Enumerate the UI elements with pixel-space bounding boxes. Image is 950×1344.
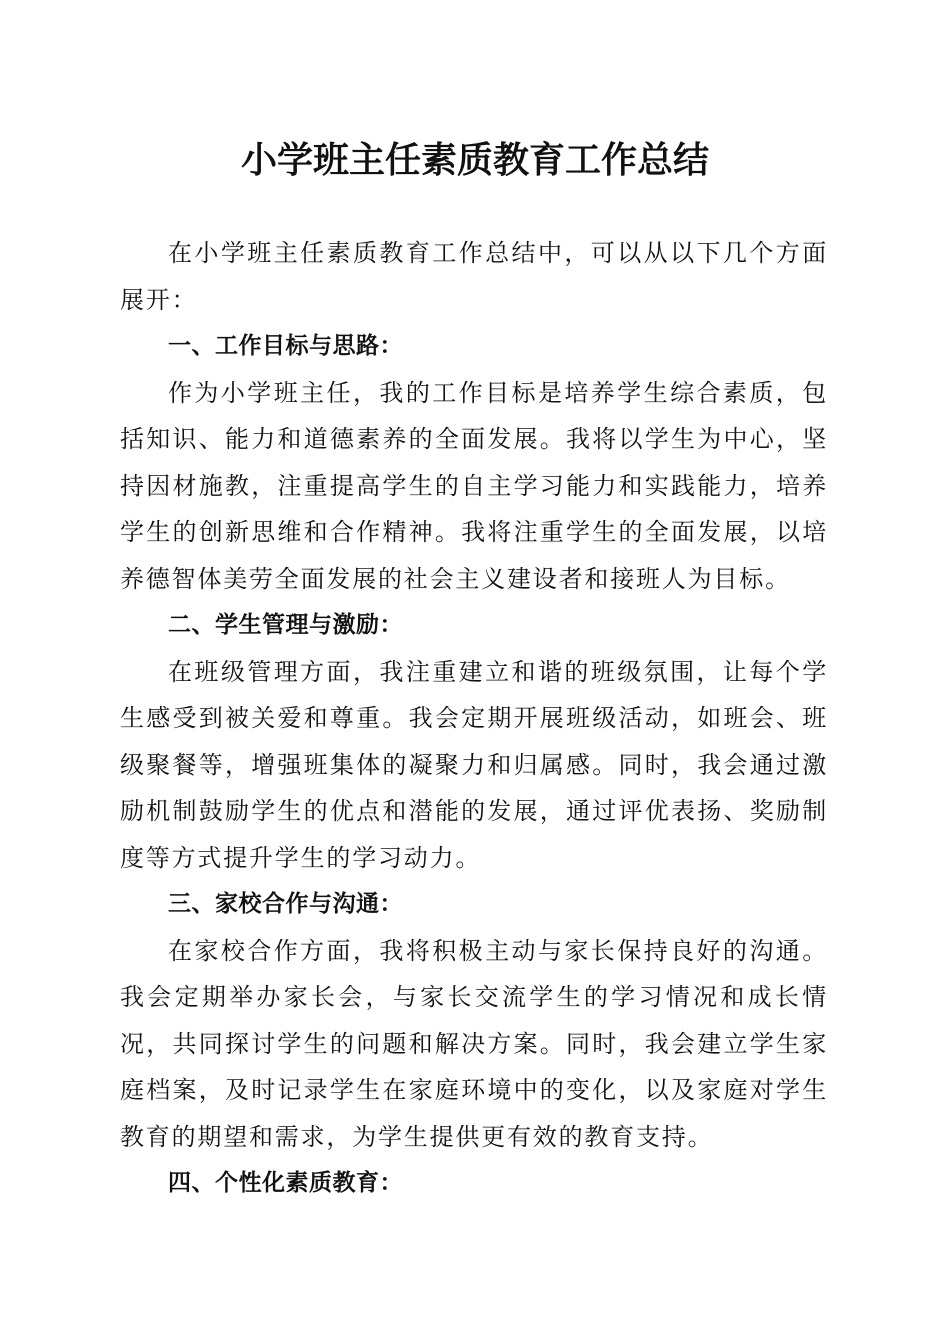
section-heading-personalized: 四、个性化素质教育： <box>168 1170 403 1196</box>
section-body-goals: 作为小学班主任，我的工作目标是培养学生综合素质，包括知识、能力和道德素养的全面发展。我将以学生为中心，坚持因材施教，注重提高学生的自主学习能力和实践能力，培养学生的创新思维和合作精神。我将注重学生的全面发展，以培养德智体美劳全面发展的社会主义建设者和接班人为目标。 <box>120 378 828 593</box>
intro-paragraph: 在小学班主任素质教育工作总结中，可以从以下几个方面展开： <box>120 239 828 314</box>
section-heading-goals: 一、工作目标与思路： <box>168 333 403 359</box>
section-body-management: 在班级管理方面，我注重建立和谐的班级氛围，让每个学生感受到被关爱和尊重。我会定期开展班级活动，如班会、班级聚餐等，增强班集体的凝聚力和归属感。同时，我会通过激励机制鼓励学生的优点和潜能的发展，通过评优表扬、奖励制度等方式提升学生的学习动力。 <box>120 657 828 872</box>
section-heading-management: 二、学生管理与激励： <box>168 612 403 638</box>
section-heading-home-school: 三、家校合作与沟通： <box>168 891 403 917</box>
section-body-home-school: 在家校合作方面，我将积极主动与家长保持良好的沟通。我会定期举办家长会，与家长交流学生的学习情况和成长情况，共同探讨学生的问题和解决方案。同时，我会建立学生家庭档案，及时记录学生在家庭环境中的变化，以及家庭对学生教育的期望和需求，为学生提供更有效的教育支持。 <box>120 936 828 1151</box>
document-title: 小学班主任素质教育工作总结 <box>240 139 709 181</box>
document-body <box>120 230 828 1207</box>
